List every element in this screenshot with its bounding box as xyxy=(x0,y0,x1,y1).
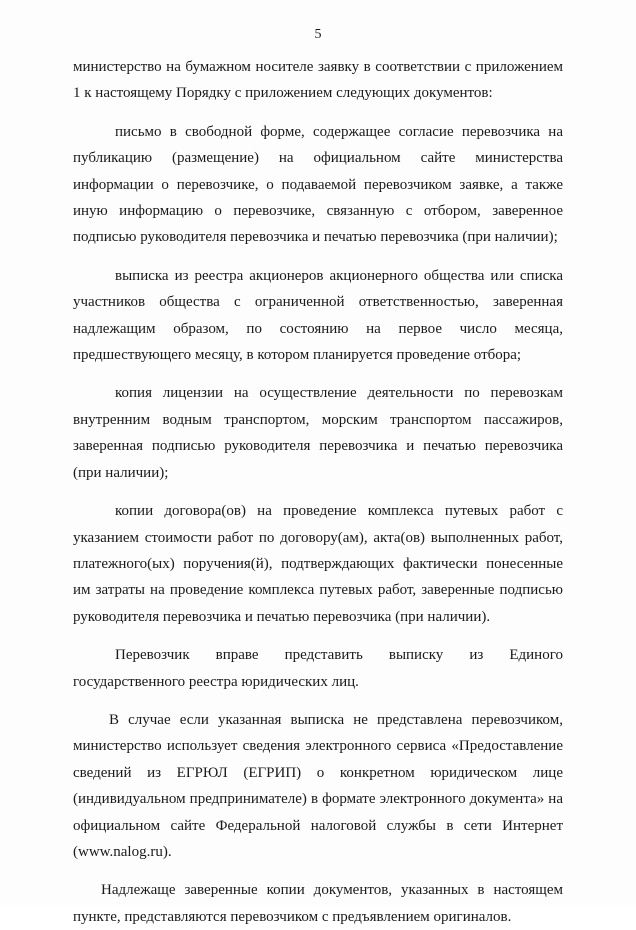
paragraph-egrul-service: В случае если указанная выписка не представлена перевозчиком, министерство использует сведения электронного сервиса «Предоставление сведений из ЕГРЮЛ (ЕГРИП) о конкретном юридическом лице (индивидуальном предпринимателе) в формате электронного документа» на официальном сайте Федеральной налоговой службы в сети Интернет (www.nalog.ru). xyxy=(73,711,563,860)
paragraph-contract-copies: копии договора(ов) на проведение комплекса путевых работ с указанием стоимости работ по договору(ам), акта(ов) выполненных работ, платежного(ых) поручения(й), подтверждающих фактически понесенные им затраты на проведение комплекса путевых работ, заверенные подписью руководителя перевозчика и печатью перевозчика (при наличии). xyxy=(73,503,563,625)
paragraph-certified-copies: Надлежаще заверенные копии документов, указанных в настоящем пункте, представляются перевозчиком с предъявлением оригиналов. xyxy=(73,882,563,925)
paragraph-registry-extract: выписка из реестра акционеров акционерного общества или списка участников общества с ограниченной ответственностью, заверенная надлежащим образом, по состоянию на первое число месяца, предшествующего месяцу, в котором планируется проведение отбора; xyxy=(73,267,563,364)
paragraph-egrul-right: Перевозчик вправе представить выписку из Единого государственного реестра юридических лиц. xyxy=(73,647,563,690)
paragraph-license-copy: копия лицензии на осуществление деятельности по перевозкам внутренним водным транспортом, морским транспортом пассажиров, заверенная подписью руководителя перевозчика и печатью перевозчика (при наличии); xyxy=(73,385,563,481)
page-number: 5 xyxy=(314,27,322,42)
paragraph-intro: министерство на бумажном носителе заявку в соответствии с приложением 1 к настоящему Порядку с приложением следующих документов: xyxy=(73,59,563,102)
document-body xyxy=(73,54,563,930)
paragraph-letter: письмо в свободной форме, содержащее согласие перевозчика на публикацию (размещение) на официальном сайте министерства информации о перевозчике, о подаваемой перевозчиком заявке, а также иную информацию о перевозчике, связанную с отбором, заверенное подписью руководителя перевозчика и печатью перевозчика (при наличии); xyxy=(73,123,563,246)
